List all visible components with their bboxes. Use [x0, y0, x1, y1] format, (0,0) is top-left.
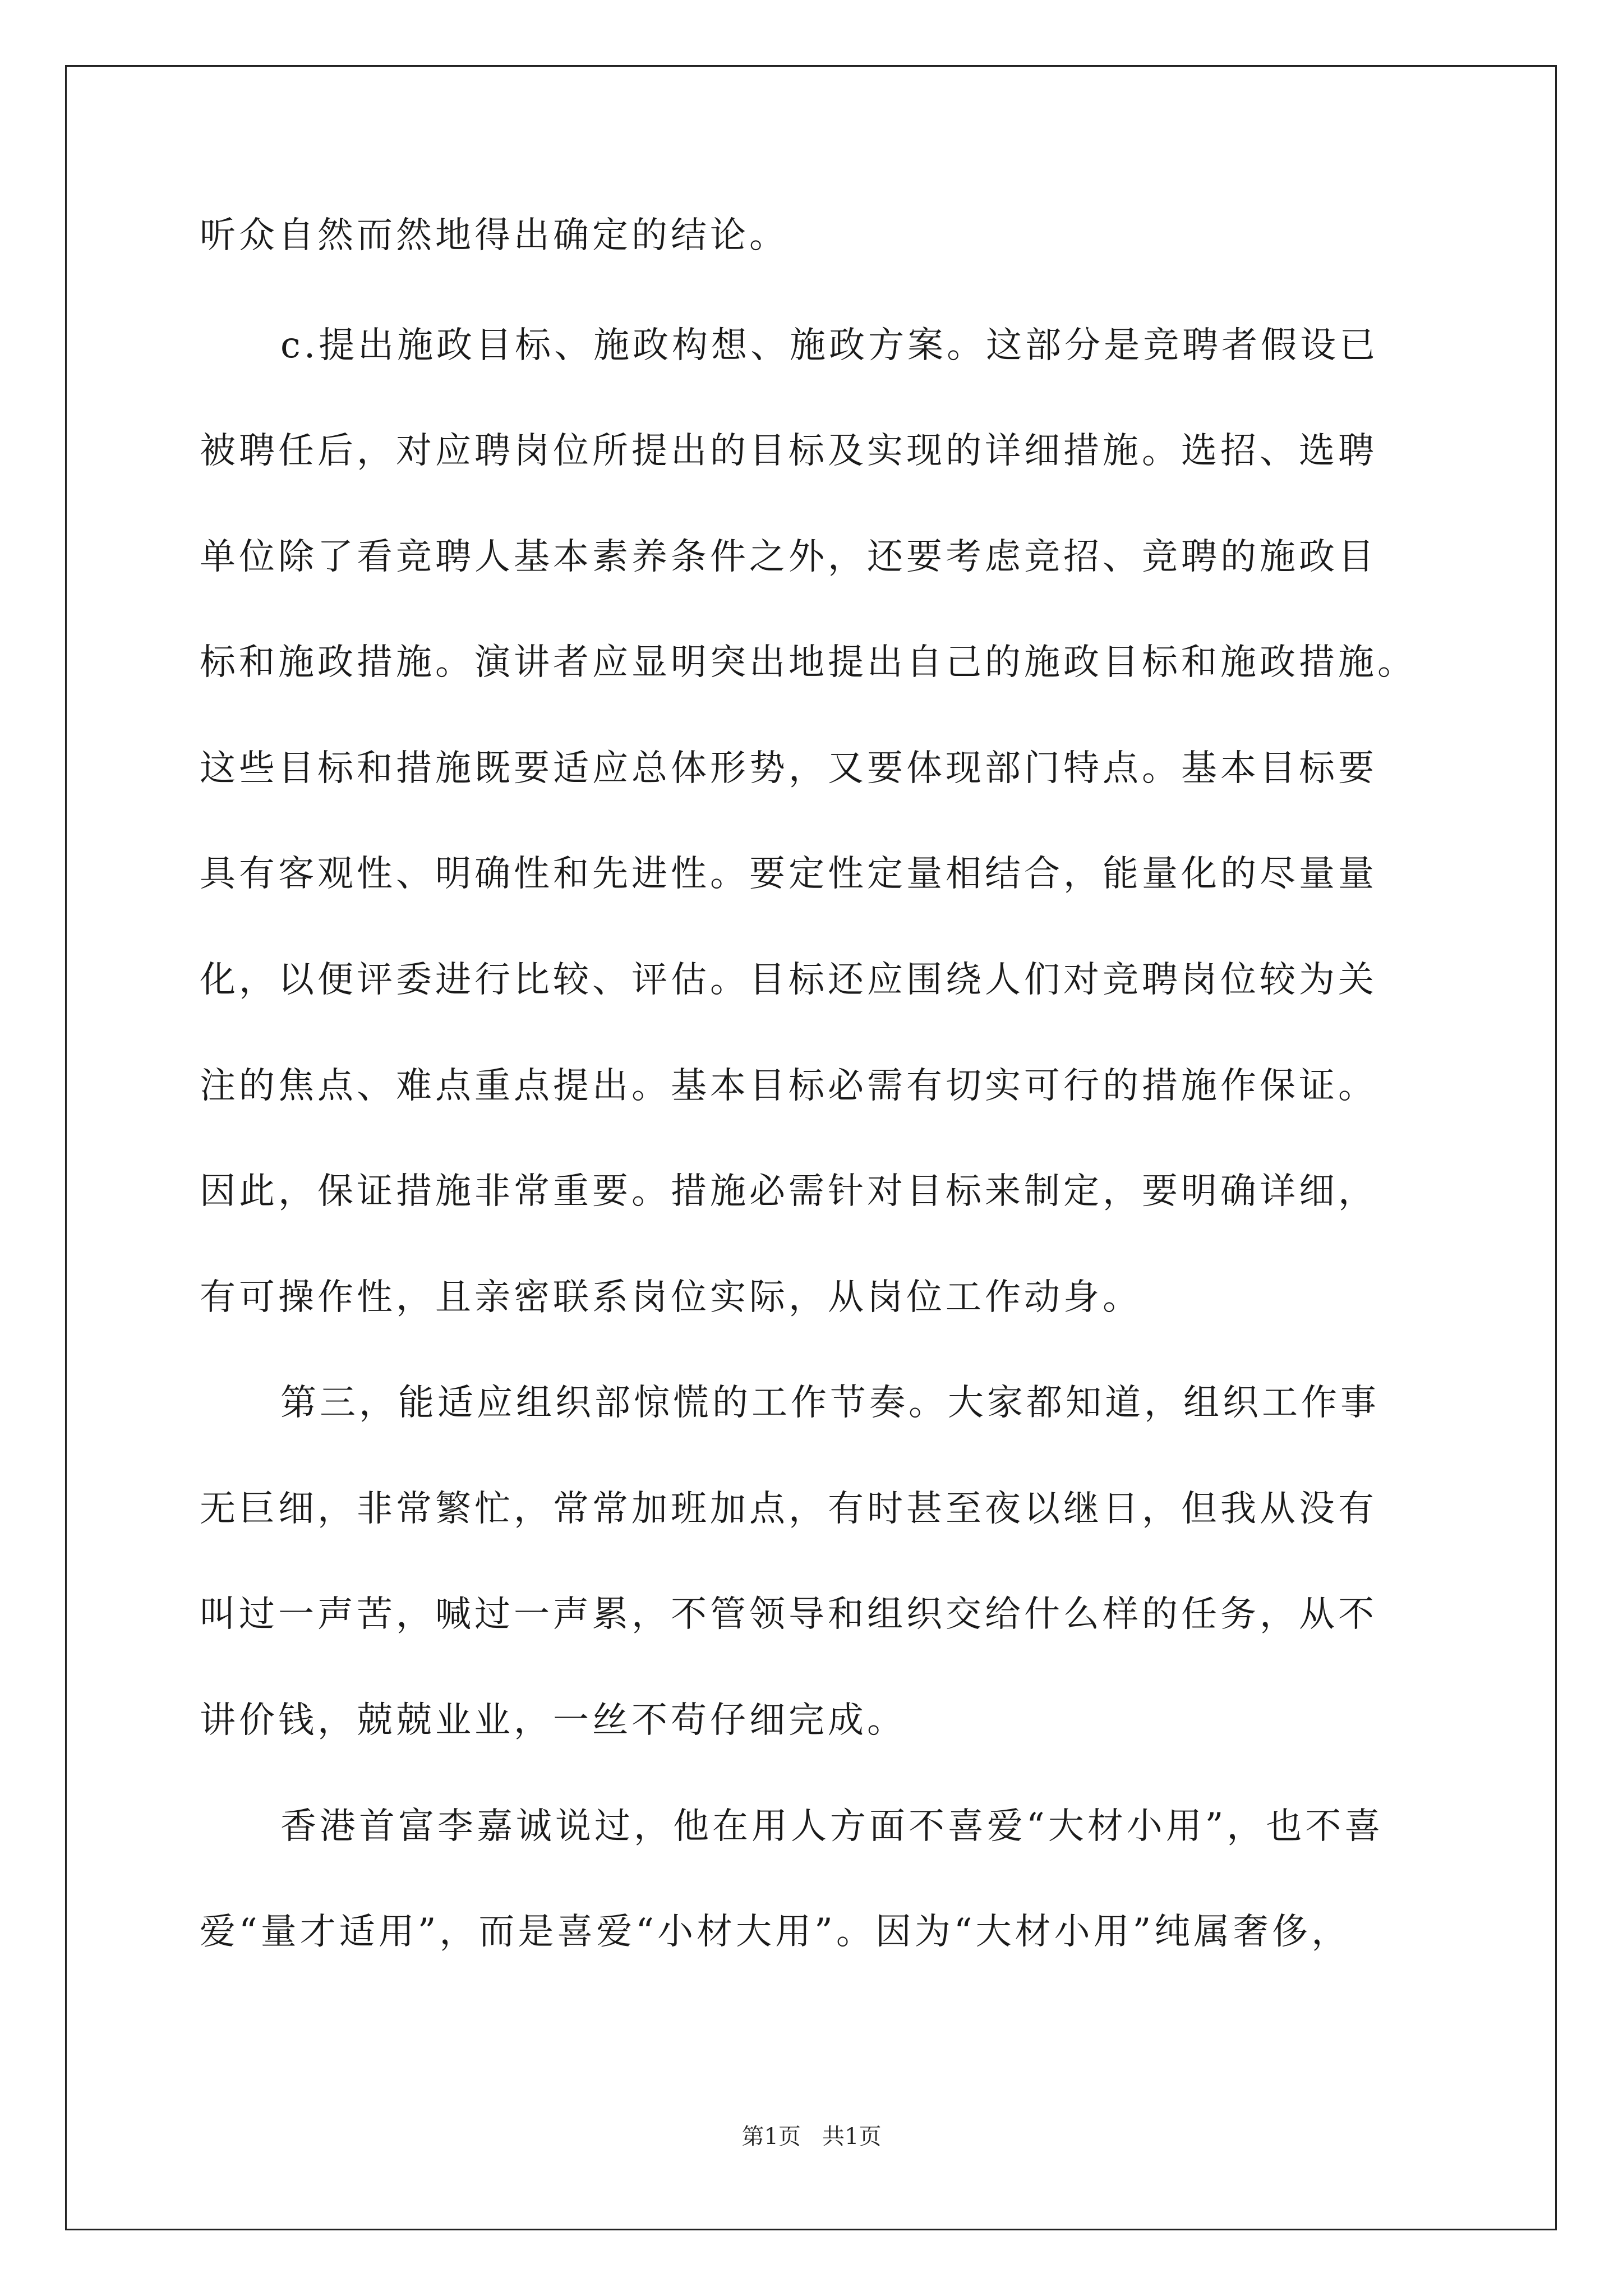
- text-line: 具有客观性、明确性和先进性。要定性定量相结合，能量化的尽量量: [200, 853, 1377, 895]
- text-line: 香港首富李嘉诚说过，他在用人方面不喜爱“大材小用”，也不喜: [280, 1806, 1384, 1847]
- text-line: 叫过一声苦，喊过一声累，不管领导和组织交给什么样的任务，从不: [200, 1594, 1377, 1635]
- text-line: 注的焦点、难点重点提出。基本目标必需有切实可行的措施作保证。: [200, 1065, 1377, 1107]
- text-line: 爱“量才适用”，而是喜爱“小材大用”。因为“大材小用”纯属奢侈，: [200, 1911, 1351, 1953]
- text-line: 无巨细，非常繁忙，常常加班加点，有时甚至夜以继日，但我从没有: [200, 1488, 1377, 1530]
- text-line: 第三，能适应组织部惊慌的工作节奏。大家都知道，组织工作事: [280, 1382, 1380, 1424]
- text-line: 因此，保证措施非常重要。措施必需针对目标来制定，要明确详细，: [200, 1171, 1377, 1212]
- text-line: 这些目标和措施既要适应总体形势，又要体现部门特点。基本目标要: [200, 748, 1377, 789]
- text-line: c.提出施政目标、施政构想、施政方案。这部分是竞聘者假设已: [280, 325, 1379, 366]
- text-line: 单位除了看竞聘人基本素养条件之外，还要考虑竞招、竞聘的施政目: [200, 536, 1377, 578]
- text-line: 讲价钱，兢兢业业，一丝不苟仔细完成。: [200, 1700, 906, 1741]
- text-line: 标和施政措施。演讲者应显明突出地提出自己的施政目标和施政措施。: [200, 642, 1417, 683]
- page-number-footer: 第1页 共1页: [741, 2124, 882, 2150]
- text-line: 化，以便评委进行比较、评估。目标还应围绕人们对竞聘岗位较为关: [200, 959, 1377, 1001]
- text-line: 听众自然而然地得出确定的结论。: [200, 215, 789, 256]
- text-line: 有可操作性，且亲密联系岗位实际，从岗位工作动身。: [200, 1277, 1142, 1318]
- page-frame: [65, 65, 1557, 2230]
- text-line: 被聘任后，对应聘岗位所提出的目标及实现的详细措施。选招、选聘: [200, 430, 1377, 472]
